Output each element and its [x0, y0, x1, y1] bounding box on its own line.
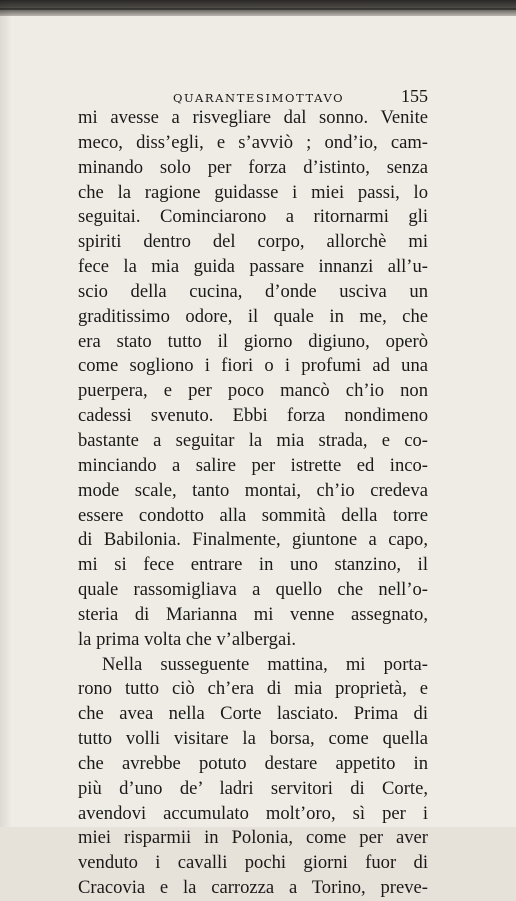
text-line: come sogliono i fiori o i profumi ad una	[78, 355, 428, 377]
text-line: graditissimo odore, il quale in me, che	[78, 305, 428, 327]
paragraph-last-line: la prima volta che v’albergai.	[78, 628, 297, 650]
text-line: tutto volli visitare la borsa, come quella	[78, 728, 428, 750]
page-top-edge-line	[0, 8, 516, 10]
text-line: che la ragione guidasse i miei passi, lo	[78, 181, 428, 203]
page-top-edge	[0, 0, 516, 16]
text-line: minando solo per forza d’istinto, senza	[78, 156, 428, 178]
text-line: rono tutto ciò ch’era di mia proprietà, e	[78, 678, 428, 700]
text-line: avendovi accumulato molt’oro, sì per i	[78, 802, 428, 824]
text-line: minciando a salire per istrette ed inco-	[78, 454, 428, 476]
text-line: miei risparmii in Polonia, come per aver	[78, 827, 428, 849]
text-line: che avrebbe potuto destare appetito in	[78, 752, 428, 774]
text-line: era stato tutto il giorno digiuno, operò	[78, 330, 428, 352]
body-text	[78, 106, 428, 901]
text-line: mode scale, tanto montai, ch’io credeva	[78, 479, 428, 501]
text-line: più d’uno de’ ladri servitori di Corte,	[78, 777, 428, 799]
text-line: puerpera, e per poco mancò ch’io non	[78, 380, 428, 402]
text-line: seguitai. Cominciarono a ritornarmi gli	[78, 206, 428, 228]
text-line: di Babilonia. Finalmente, giuntone a capo,	[78, 529, 428, 551]
text-line: meco, diss’egli, e s’avviò ; ond’io, cam-	[78, 131, 428, 153]
text-line: cadessi svenuto. Ebbi forza nondimeno	[78, 405, 428, 427]
text-line: mi avesse a risvegliare dal sonno. Venite	[78, 107, 428, 128]
text-line: essere condotto alla sommità della torre	[78, 504, 428, 526]
text-line: che avea nella Corte lasciato. Prima di	[78, 703, 428, 725]
text-line: steria di Marianna mi venne assegnato,	[78, 603, 428, 625]
text-line: spiriti dentro del corpo, allorchè mi	[78, 231, 428, 253]
text-line: Cracovia e la carrozza a Torino, preve-	[78, 877, 428, 899]
text-line: mi si fece entrare in uno stanzino, il	[78, 554, 428, 576]
page-gutter-shadow	[0, 0, 12, 827]
text-line: quale rassomigliava a quello che nell’o-	[78, 579, 428, 601]
text-line: venduto i cavalli pochi giorni fuor di	[78, 852, 428, 874]
text-line: bastante a seguitar la mia strada, e co-	[78, 429, 428, 451]
text-line: scio della cucina, d’onde usciva un	[78, 280, 428, 302]
page-number: 155	[401, 86, 428, 106]
paragraph-first-line: Nella susseguente mattina, mi porta-	[102, 653, 428, 675]
text-line: fece la mia guida passare innanzi all’u-	[78, 256, 428, 278]
running-head: QUARANTESIMOTTAVO	[173, 91, 345, 105]
